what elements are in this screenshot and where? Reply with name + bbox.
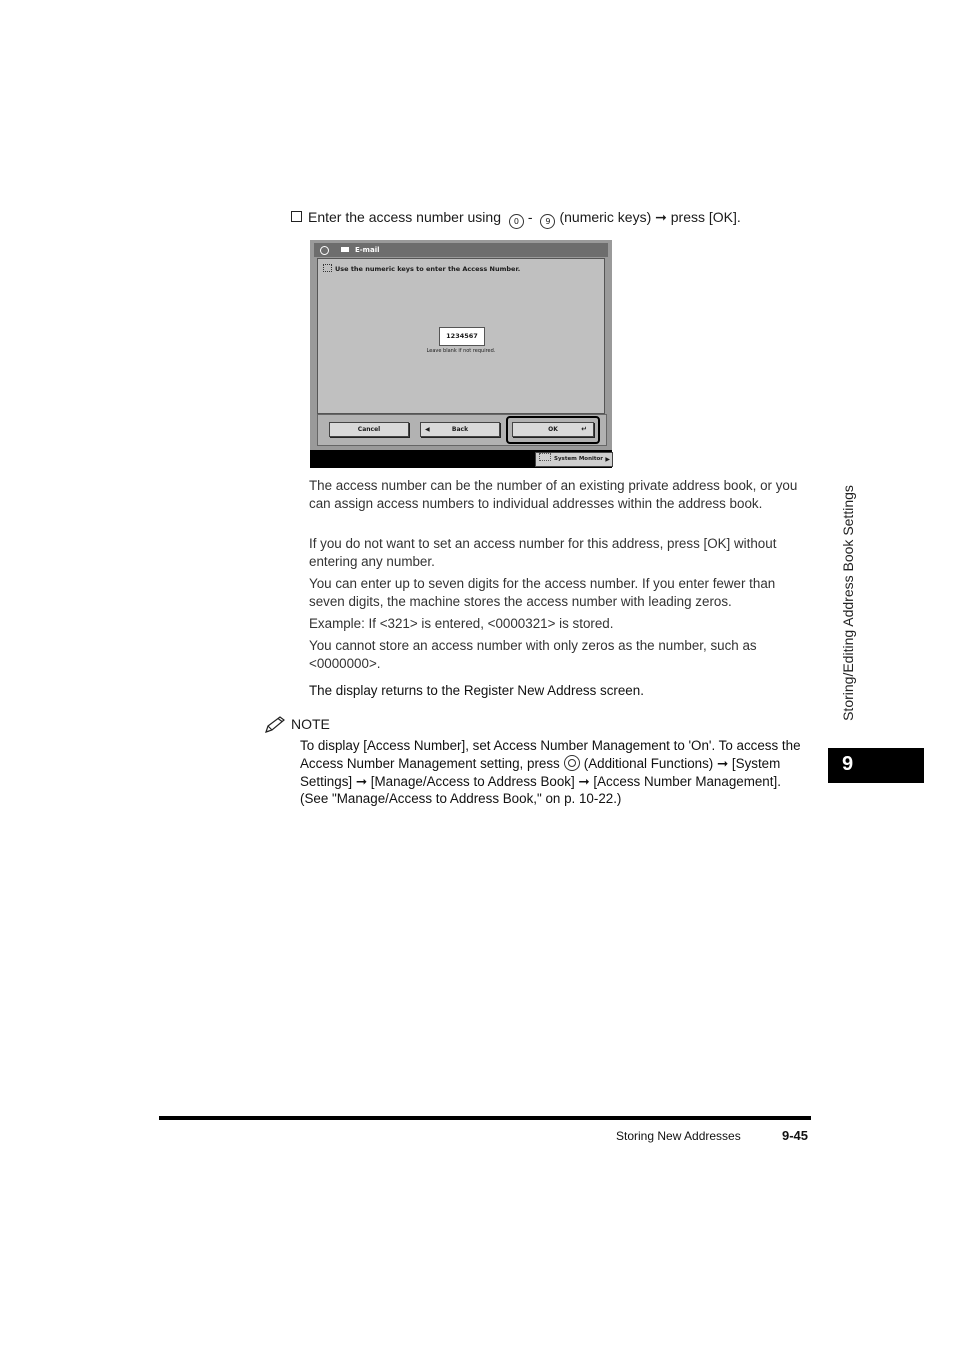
- paragraph-example: Example: If <321> is entered, <0000321> is stored.: [309, 616, 614, 631]
- keypad-icon: [323, 264, 332, 272]
- screen-button-row: [317, 414, 607, 446]
- footer-rule: [159, 1116, 811, 1120]
- back-button[interactable]: [420, 422, 500, 437]
- right-arrow-icon: ▶: [605, 456, 610, 463]
- footer-section-title: Storing New Addresses: [616, 1129, 741, 1143]
- side-chapter-title-text: Storing/Editing Address Book Settings: [840, 485, 856, 721]
- step-text-after: (numeric keys) ➞ press [OK].: [559, 209, 741, 225]
- paragraph-no-access-number: If you do not want to set an access number for this address, press [OK] without entering any number.: [309, 536, 777, 569]
- screen-title: E-mail: [355, 246, 380, 254]
- ok-button[interactable]: [512, 422, 594, 437]
- note-text: [300, 737, 812, 808]
- screen-titlebar: [314, 243, 608, 257]
- pencil-note-icon: [263, 715, 287, 735]
- screen-message-text: Use the numeric keys to enter the Access Number.: [335, 265, 521, 273]
- cancel-button[interactable]: Cancel: [329, 422, 409, 437]
- checkbox-icon: [291, 211, 302, 222]
- note-text-part2: (Additional Functions) ➞ [System Settings] ➞ [Manage/Access to Address Book] ➞ [Access Number Management]. (See "Manage/Access to Address Book," on p. 10-22.): [300, 755, 781, 807]
- step-text-before: Enter the access number using: [308, 209, 501, 225]
- ok-button-label: OK: [548, 426, 558, 433]
- screen-message: [323, 264, 520, 273]
- page-number: 9-45: [782, 1128, 809, 1143]
- enter-icon: ↵: [581, 425, 587, 433]
- chapter-number-tab: [828, 748, 924, 783]
- left-arrow-icon: ◀: [425, 426, 430, 433]
- note-label: NOTE: [291, 716, 330, 732]
- screen-frame: [310, 240, 612, 450]
- additional-functions-icon: [564, 755, 580, 771]
- system-monitor-button[interactable]: [535, 452, 613, 467]
- back-button-label: Back: [451, 426, 469, 433]
- function-icon: [320, 246, 329, 255]
- system-monitor-icon: [539, 453, 551, 461]
- device-screenshot: [310, 240, 612, 468]
- screen-body: [317, 258, 605, 414]
- step-instruction: [291, 208, 741, 229]
- field-hint: Leave blank if not required.: [426, 348, 496, 354]
- paragraph-zeros: You cannot store an access number with only zeros as the number, such as <0000000>.: [309, 638, 757, 671]
- numeric-key-0-icon: 0: [509, 214, 524, 229]
- numeric-key-9-icon: 9: [540, 214, 555, 229]
- access-number-field[interactable]: 1234567: [439, 327, 485, 346]
- paragraph-result: The display returns to the Register New Address screen.: [309, 683, 644, 698]
- system-monitor-label: System Monitor: [554, 456, 603, 462]
- chapter-number: 9: [842, 753, 854, 775]
- email-icon: [341, 247, 349, 252]
- note-text-part1: To display [Access Number], set Access Number Management to 'On'. To access the Access Number Management setting, press: [300, 738, 801, 771]
- paragraph-access-number-source: The access number can be the number of an existing private address book, or you can assign access numbers to individual addresses within the address book.: [309, 478, 798, 511]
- step-dash: -: [527, 209, 533, 225]
- paragraph-seven-digits: You can enter up to seven digits for the access number. If you enter fewer than seven digits, the machine stores the access number with leading zeros.: [309, 576, 776, 609]
- side-chapter-title: [836, 463, 860, 743]
